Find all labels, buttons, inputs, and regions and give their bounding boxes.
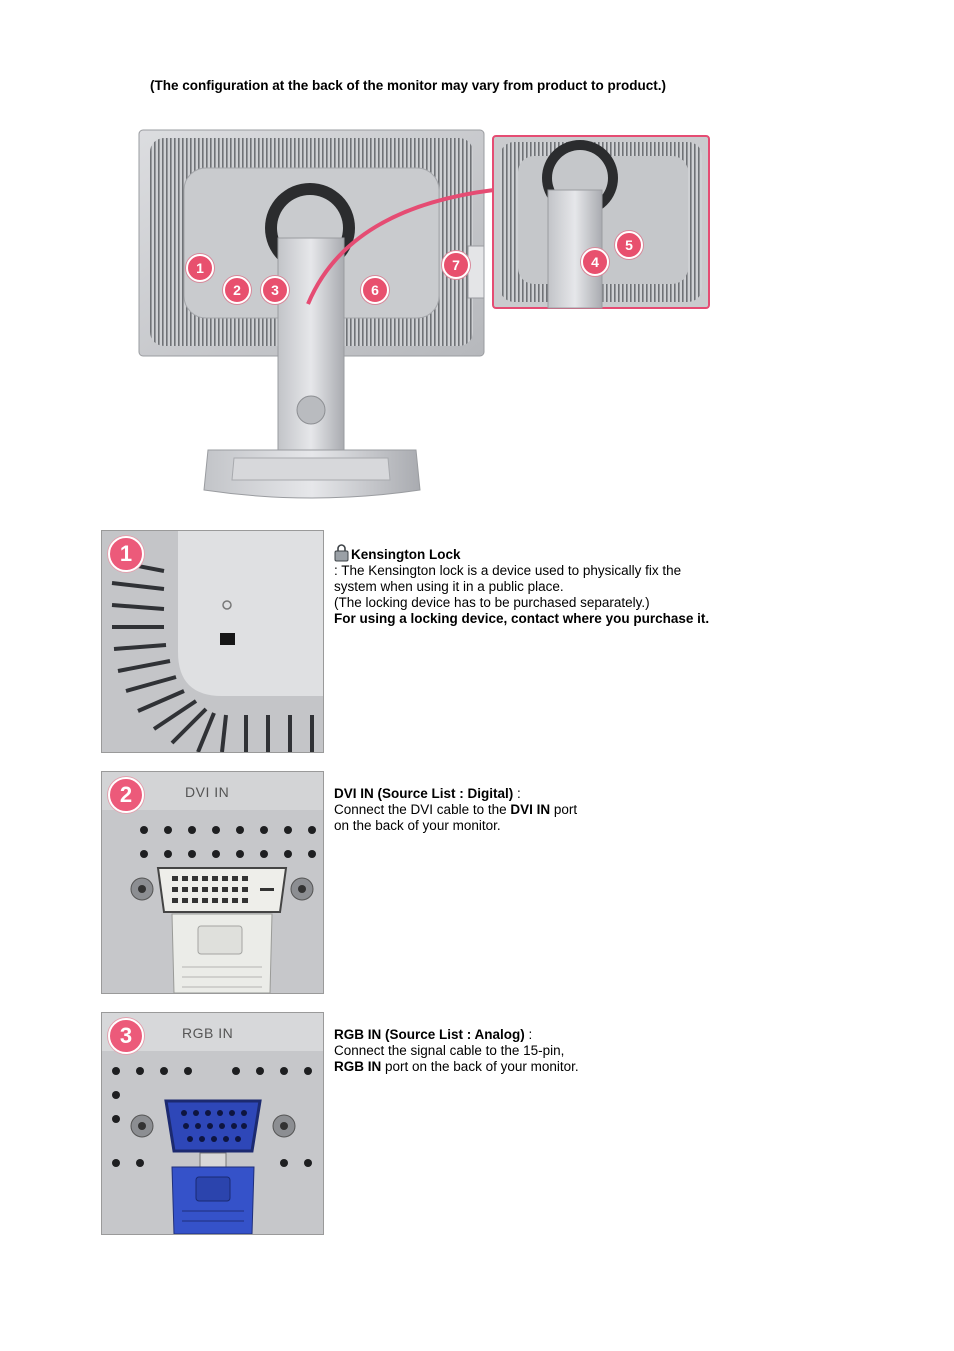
- kensington-purchase-note: For using a locking device, contact where you purchase it.: [334, 611, 710, 626]
- kensington-line-3: (The locking device has to be purchased separately.): [334, 595, 650, 610]
- callout-1: 1: [186, 254, 214, 282]
- dvi-line-1-text: Connect the DVI cable to the: [334, 802, 511, 817]
- section-3-badge: 3: [108, 1018, 144, 1054]
- dvi-line-2: on the back of your monitor.: [334, 818, 501, 833]
- dvi-in-description: [334, 786, 577, 834]
- callout-4: 4: [581, 248, 609, 276]
- rgb-in-title-colon: :: [524, 1027, 533, 1042]
- kensington-line-1: : The Kensington lock is a device used to physically fix the: [334, 563, 682, 578]
- rgb-in-photo: [101, 1012, 324, 1235]
- callout-7: 7: [442, 251, 470, 279]
- rgb-line-2-end: port on the back of your monitor.: [381, 1059, 579, 1074]
- dvi-in-port-label: DVI IN: [185, 784, 230, 800]
- rgb-in-title: RGB IN (Source List : Analog): [334, 1027, 525, 1042]
- callout-6: 6: [361, 276, 389, 304]
- rgb-line-2-port: RGB IN: [334, 1059, 382, 1074]
- callout-5: 5: [615, 231, 643, 259]
- monitor-back-illustration: [138, 128, 713, 508]
- dvi-in-title: DVI IN (Source List : Digital): [334, 786, 514, 801]
- section-2-badge: 2: [108, 777, 144, 813]
- configuration-note: (The configuration at the back of the monitor may vary from product to product.): [150, 78, 667, 93]
- rgb-in-port-label: RGB IN: [182, 1025, 234, 1041]
- callout-3: 3: [261, 276, 289, 304]
- section-1-badge: 1: [108, 536, 144, 572]
- dvi-line-1-end: port: [550, 802, 578, 817]
- kensington-lock-title: Kensington Lock: [351, 547, 461, 562]
- dvi-in-photo: [101, 771, 324, 994]
- rgb-line-1: Connect the signal cable to the 15-pin,: [334, 1043, 565, 1058]
- callout-2: 2: [223, 276, 251, 304]
- rgb-in-description: [334, 1027, 579, 1075]
- lock-icon: [334, 544, 349, 562]
- kensington-lock-photo: [101, 530, 324, 753]
- kensington-lock-description: [334, 544, 709, 627]
- dvi-line-1-port: DVI IN: [510, 802, 551, 817]
- dvi-in-title-colon: :: [513, 786, 521, 801]
- monitor-back-drawing: [138, 128, 713, 508]
- kensington-line-2: system when using it in a public place.: [334, 579, 564, 594]
